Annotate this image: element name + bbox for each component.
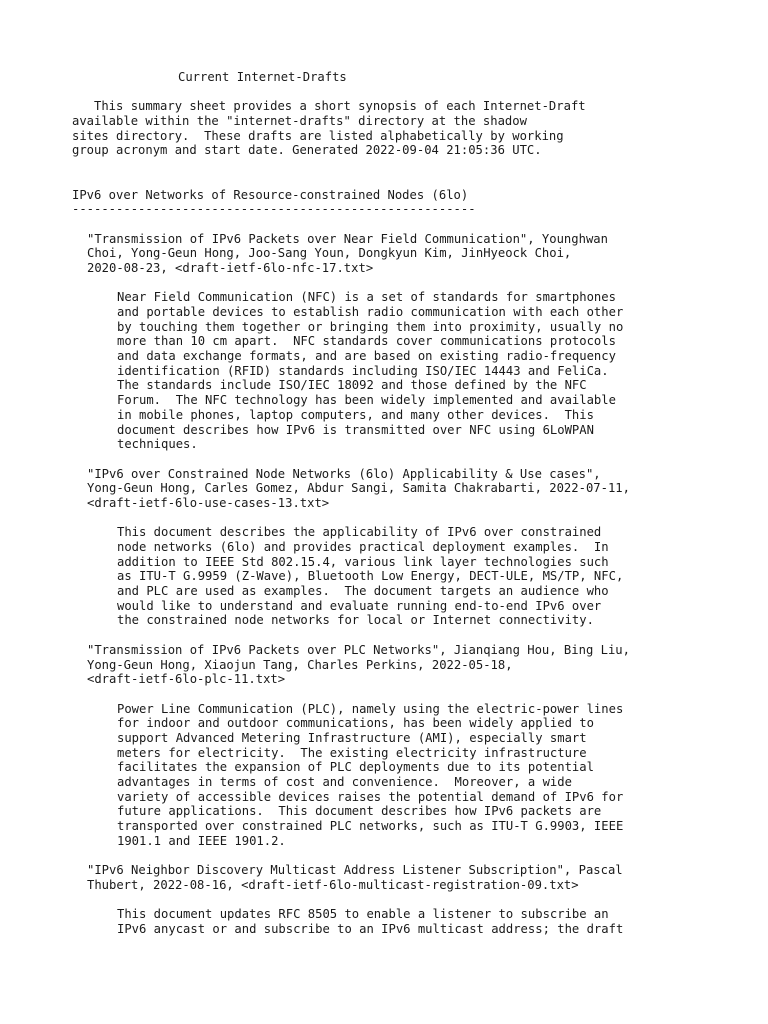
draft-citation	[72, 467, 752, 511]
citation-line: "Transmission of IPv6 Packets over PLC Networks", Jianqiang Hou, Bing Liu,	[87, 642, 630, 657]
intro-line: group acronym and start date. Generated 2022-09-04 21:05:36 UTC.	[72, 143, 542, 158]
group-rule: -------------------------------------------------------	[72, 202, 476, 217]
spacer	[72, 173, 752, 188]
draft-abstract	[72, 525, 752, 628]
draft-citation	[72, 863, 752, 892]
draft-entry	[72, 863, 752, 936]
draft-citation	[72, 232, 752, 276]
abstract-line: IPv6 anycast or and subscribe to an IPv6 multicast address; the draft	[117, 921, 624, 936]
citation-line: "Transmission of IPv6 Packets over Near Field Communication", Younghwan	[87, 231, 608, 246]
abstract-line: 1901.1 and IEEE 1901.2.	[117, 833, 286, 848]
intro-line: This summary sheet provides a short synopsis of each Internet-Draft	[72, 99, 586, 114]
intro-line: available within the "internet-drafts" directory at the shadow	[72, 114, 527, 129]
spacer	[72, 85, 752, 100]
citation-line: "IPv6 over Constrained Node Networks (6lo) Applicability & Use cases",	[87, 466, 601, 481]
intro-paragraph	[72, 99, 752, 158]
citation-line: Choi, Yong-Geun Hong, Joo-Sang Youn, Dongkyun Kim, JinHyeock Choi,	[87, 246, 572, 261]
spacer	[72, 217, 752, 232]
abstract-line: Power Line Communication (PLC), namely using the electric-power lines	[117, 701, 624, 716]
spacer	[72, 276, 752, 291]
abstract-line: and portable devices to establish radio communication with each other	[117, 305, 624, 319]
citation-line: <draft-ietf-6lo-plc-11.txt>	[87, 672, 286, 687]
abstract-line: as ITU-T G.9959 (Z-Wave), Bluetooth Low Energy, DECT-ULE, MS/TP, NFC,	[117, 569, 624, 584]
draft-entry	[72, 643, 752, 849]
abstract-line: transported over constrained PLC networks, such as ITU-T G.9903, IEEE	[117, 819, 624, 834]
abstract-line: facilitates the expansion of PLC deployments due to its potential	[117, 760, 594, 775]
abstract-line: for indoor and outdoor communications, has been widely applied to	[117, 716, 594, 731]
document-title: Current Internet-Drafts	[178, 70, 347, 84]
abstract-line: The standards include ISO/IEC 18092 and those defined by the NFC	[117, 378, 587, 393]
draft-abstract	[72, 702, 752, 849]
abstract-line: by touching them together or bringing them into proximity, usually no	[117, 319, 624, 334]
abstract-line: addition to IEEE Std 802.15.4, various link layer technologies such	[117, 554, 609, 569]
abstract-line: and PLC are used as examples. The document targets an audience who	[117, 584, 609, 599]
abstract-line: more than 10 cm apart. NFC standards cover communications protocols	[117, 334, 616, 349]
draft-entry	[72, 467, 752, 629]
abstract-line: support Advanced Metering Infrastructure (AMI), especially smart	[117, 730, 587, 745]
spacer	[72, 511, 752, 526]
citation-line: Yong-Geun Hong, Xiaojun Tang, Charles Perkins, 2022-05-18,	[87, 657, 513, 672]
spacer	[72, 848, 752, 863]
abstract-line: the constrained node networks for local or Internet connectivity.	[117, 613, 594, 628]
abstract-line: techniques.	[117, 437, 198, 452]
draft-abstract	[72, 907, 752, 936]
spacer	[72, 893, 752, 908]
spacer	[72, 628, 752, 643]
citation-line: "IPv6 Neighbor Discovery Multicast Address Listener Subscription", Pascal	[87, 863, 623, 878]
abstract-line: document describes how IPv6 is transmitted over NFC using 6LoWPAN	[117, 422, 594, 437]
abstract-line: future applications. This document describes how IPv6 packets are	[117, 804, 602, 819]
citation-line: Yong-Geun Hong, Carles Gomez, Abdur Sangi, Samita Chakrabarti, 2022-07-11,	[87, 481, 630, 496]
citation-line: Thubert, 2022-08-16, <draft-ietf-6lo-multicast-registration-09.txt>	[87, 877, 579, 892]
draft-abstract	[72, 290, 752, 452]
draft-entry	[72, 232, 752, 452]
abstract-line: meters for electricity. The existing electricity infrastructure	[117, 745, 587, 760]
abstract-line: This document describes the applicability of IPv6 over constrained	[117, 525, 602, 540]
spacer	[72, 687, 752, 702]
abstract-line: in mobile phones, laptop computers, and many other devices. This	[117, 407, 594, 422]
intro-line: sites directory. These drafts are listed alphabetically by working	[72, 128, 564, 143]
group-heading: IPv6 over Networks of Resource-constrained Nodes (6lo)	[72, 187, 469, 202]
abstract-line: would like to understand and evaluate running end-to-end IPv6 over	[117, 598, 602, 613]
citation-line: 2020-08-23, <draft-ietf-6lo-nfc-17.txt>	[87, 260, 374, 275]
document-page	[72, 70, 752, 937]
spacer	[72, 452, 752, 467]
abstract-line: Forum. The NFC technology has been widely implemented and available	[117, 393, 616, 408]
abstract-line: This document updates RFC 8505 to enable a listener to subscribe an	[117, 907, 609, 922]
abstract-line: node networks (6lo) and provides practical deployment examples. In	[117, 540, 609, 554]
abstract-line: identification (RFID) standards including ISO/IEC 14443 and FeliCa.	[117, 363, 609, 378]
abstract-line: variety of accessible devices raises the potential demand of IPv6 for	[117, 789, 624, 804]
citation-line: <draft-ietf-6lo-use-cases-13.txt>	[87, 495, 330, 510]
abstract-line: and data exchange formats, and are based on existing radio-frequency	[117, 349, 616, 364]
abstract-line: Near Field Communication (NFC) is a set of standards for smartphones	[117, 290, 616, 305]
draft-citation	[72, 643, 752, 687]
abstract-line: advantages in terms of cost and convenience. Moreover, a wide	[117, 775, 572, 789]
spacer	[72, 158, 752, 173]
